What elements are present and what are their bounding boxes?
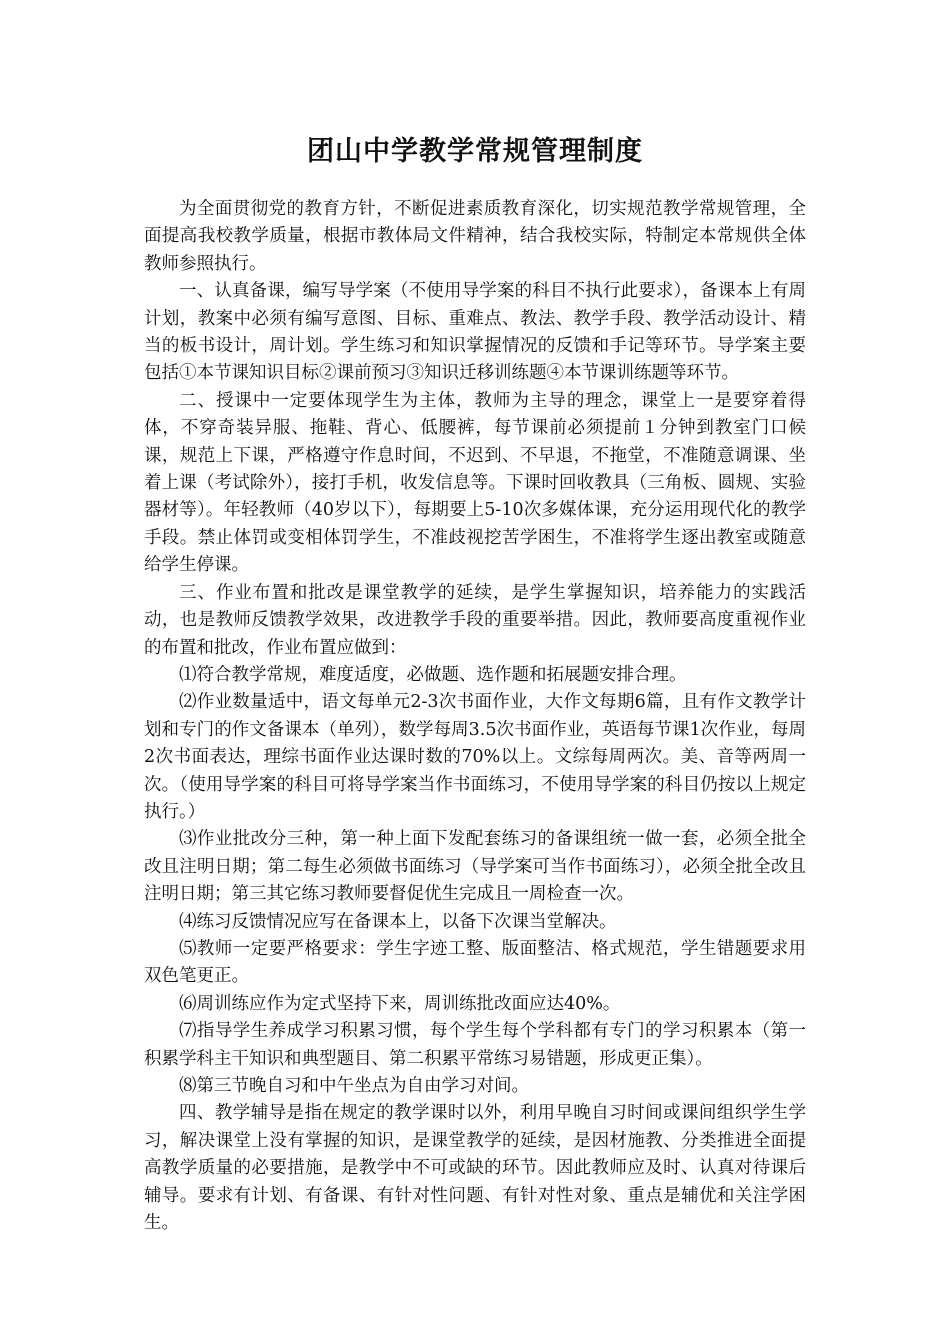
paragraph-item-8: ⑻第三节晚自习和中午坐点为自由学习对间。	[179, 1076, 529, 1096]
paragraph-item-3: ⑶作业批改分三种，第一种上面下发配套练习的备课组统一做一套，必须全批全改且注明日期；第二每生必须做书面练习（导学案可当作书面练习），必须全批全改且注明日期；第三其它练习教师要督促优生完成且一周检查一次。	[144, 829, 806, 905]
paragraph-item-2: ⑵作业数量适中，语文每单元2-3次书面作业，大作文每期6篇，且有作文教学计划和专门的作文备课本（单列），数学每周3.5次书面作业，英语每节课1次作业，每周2次书面表达，理综书面作业达课时数的70%以上。文综每周两次。美、音等两周一次。（使用导学案的科目可将导学案当作书面练习，不使用导学案的科目仍按以上规定执行。）	[144, 692, 806, 822]
paragraph-item-5: ⑸教师一定要严格要求：学生字迹工整、版面整洁、格式规范，学生错题要求用双色笔更正。	[144, 938, 806, 987]
paragraph-section-3: 三、作业布置和批改是课堂教学的延续，是学生掌握知识，培养能力的实践活动，也是教师反馈教学效果，改进教学手段的重要举措。因此，教师要高度重视作业的布置和批改，作业布置应做到：	[144, 582, 806, 658]
paragraph-section-1: 一、认真备课，编写导学案（不使用导学案的科目不执行此要求），备课本上有周计划，教案中必须有编写意图、目标、重难点、教法、教学手段、教学活动设计、精当的板书设计，周计划。学生练习和知识掌握情况的反馈和手记等环节。导学案主要包括①本节课知识目标②课前预习③知识迁移训练题④本节课训练题等环节。	[144, 281, 806, 384]
paragraph-intro: 为全面贯彻党的教育方针，不断促进素质教育深化，切实规范教学常规管理，全面提高我校教学质量，根据市教体局文件精神，结合我校实际，特制定本常规供全体教师参照执行。	[144, 199, 806, 274]
document-page	[144, 132, 806, 1237]
paragraph-section-4: 四、教学辅导是指在规定的教学课时以外，利用早晚自习时间或课间组织学生学习，解决课堂上没有掌握的知识，是课堂教学的延续，是因材施教、分类推进全面提高教学质量的必要措施，是教学中不可或缺的环节。因此教师应及时、认真对待课后辅导。要求有计划、有备课、有针对性问题、有针对性对象、重点是辅优和关注学困生。	[144, 1103, 806, 1234]
paragraph-item-7: ⑺指导学生养成学习积累习惯，每个学生每个学科都有专门的学习积累本（第一积累学科主干知识和典型题目、第二积累平常练习易错题，形成更正集）。	[144, 1021, 806, 1069]
paragraph-item-6: ⑹周训练应作为定式坚持下来，周训练批改面应达40%。	[179, 993, 621, 1014]
paragraph-item-1: ⑴符合教学常规，难度适度，必做题、选作题和拓展题安排合理。	[179, 664, 687, 685]
document-title: 团山中学教学常规管理制度	[307, 136, 643, 167]
paragraph-item-4: ⑷练习反馈情况应写在备课本上，以备下次课当堂解决。	[179, 911, 617, 932]
paragraph-section-2: 二、授课中一定要体现学生为主体，教师为主导的理念，课堂上一是要穿着得体，不穿奇装异服、拖鞋、背心、低腰裤，每节课前必须提前１分钟到教室门口候课，规范上下课，严格遵守作息时间，不迟到、不早退，不拖堂，不准随意调课、坐着上课（考试除外），接打手机，收发信息等。下课时回收教具（三角板、圆规、实验器材等）。年轻教师（40岁以下），每期要上5-10次多媒体课，充分运用现代化的教学手段。禁止体罚或变相体罚学生，不准歧视挖苦学困生，不准将学生逐出教室或随意给学生停课。	[144, 390, 806, 576]
